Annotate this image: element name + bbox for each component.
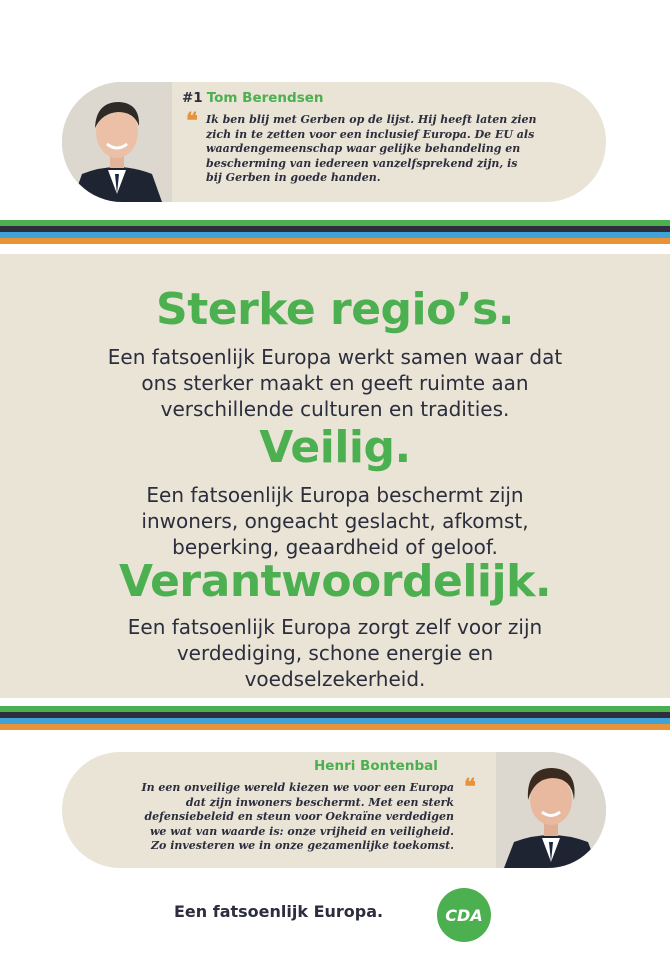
body-line: verdediging, schone energie en: [176, 641, 494, 665]
cda-logo: CDA: [437, 888, 491, 942]
footer-slogan: Een fatsoenlijk Europa.: [174, 902, 384, 921]
candidate-quote-top: [206, 113, 586, 186]
decorative-stripes-bottom: [0, 706, 670, 730]
quote-line: Zo investeren we in onze gezamenlijke toekomst.: [151, 839, 454, 852]
portrait-illustration: [62, 82, 172, 202]
quote-mark-icon: ❝: [464, 774, 476, 800]
body-line: inwoners, ongeacht geslacht, afkomst,: [141, 509, 529, 533]
quote-line: waardengemeenschap waar gelijke behandeling en: [206, 142, 521, 155]
section-heading-regios: Sterke regio’s.: [156, 284, 514, 335]
quote-line: bescherming van iedereen vanzelfsprekend zijn, is: [206, 156, 518, 170]
quote-line: defensiebeleid en steun voor Oekraïne verdedigen: [144, 810, 454, 823]
body-line: Een fatsoenlijk Europa zorgt zelf voor zijn: [127, 615, 543, 639]
stripe-orange: [0, 724, 670, 730]
quote-line: dat zijn inwoners beschermt. Met een sterk: [185, 795, 454, 809]
candidate-quote-bottom: [84, 781, 454, 854]
body-line: Een fatsoenlijk Europa beschermt zijn: [146, 483, 524, 507]
candidate-rank: #1: [182, 90, 203, 106]
body-line: ons sterker maakt en geeft ruimte aan: [141, 371, 529, 395]
candidate-photo-tom-berendsen: [62, 82, 172, 202]
quote-mark-icon: ❝: [186, 108, 198, 134]
portrait-illustration: [496, 752, 606, 868]
quote-line: Ik ben blij met Gerben op de lijst. Hij heeft laten zien: [206, 113, 537, 126]
stripe-orange: [0, 238, 670, 244]
section-body-veilig: [60, 482, 610, 560]
section-heading-veilig: Veilig.: [259, 422, 411, 473]
section-body-regios: [60, 344, 610, 422]
body-line: verschillende culturen en tradities.: [160, 397, 510, 421]
quote-line: we wat van waarde is: onze vrijheid en veiligheid.: [149, 824, 454, 838]
decorative-stripes-top: [0, 220, 670, 244]
candidate-photo-henri-bontenbal: [496, 752, 606, 868]
body-line: beperking, geaardheid of geloof.: [172, 535, 498, 559]
body-line: Een fatsoenlijk Europa werkt samen waar dat: [107, 345, 563, 369]
section-body-verantwoordelijk: [60, 614, 610, 692]
candidate-name-text: Tom Berendsen: [206, 90, 324, 106]
body-line: voedselzekerheid.: [244, 667, 426, 691]
section-heading-verantwoordelijk: Verantwoordelijk.: [118, 556, 552, 607]
quote-line: zich in te zetten voor een inclusief Europa. De EU als: [206, 127, 535, 141]
candidate-name-bottom: Henri Bontenbal: [314, 758, 438, 774]
quote-line: bij Gerben in goede handen.: [206, 171, 381, 184]
quote-line: In een onveilige wereld kiezen we voor een Europa: [141, 781, 454, 794]
candidate-name-top: [182, 90, 324, 106]
